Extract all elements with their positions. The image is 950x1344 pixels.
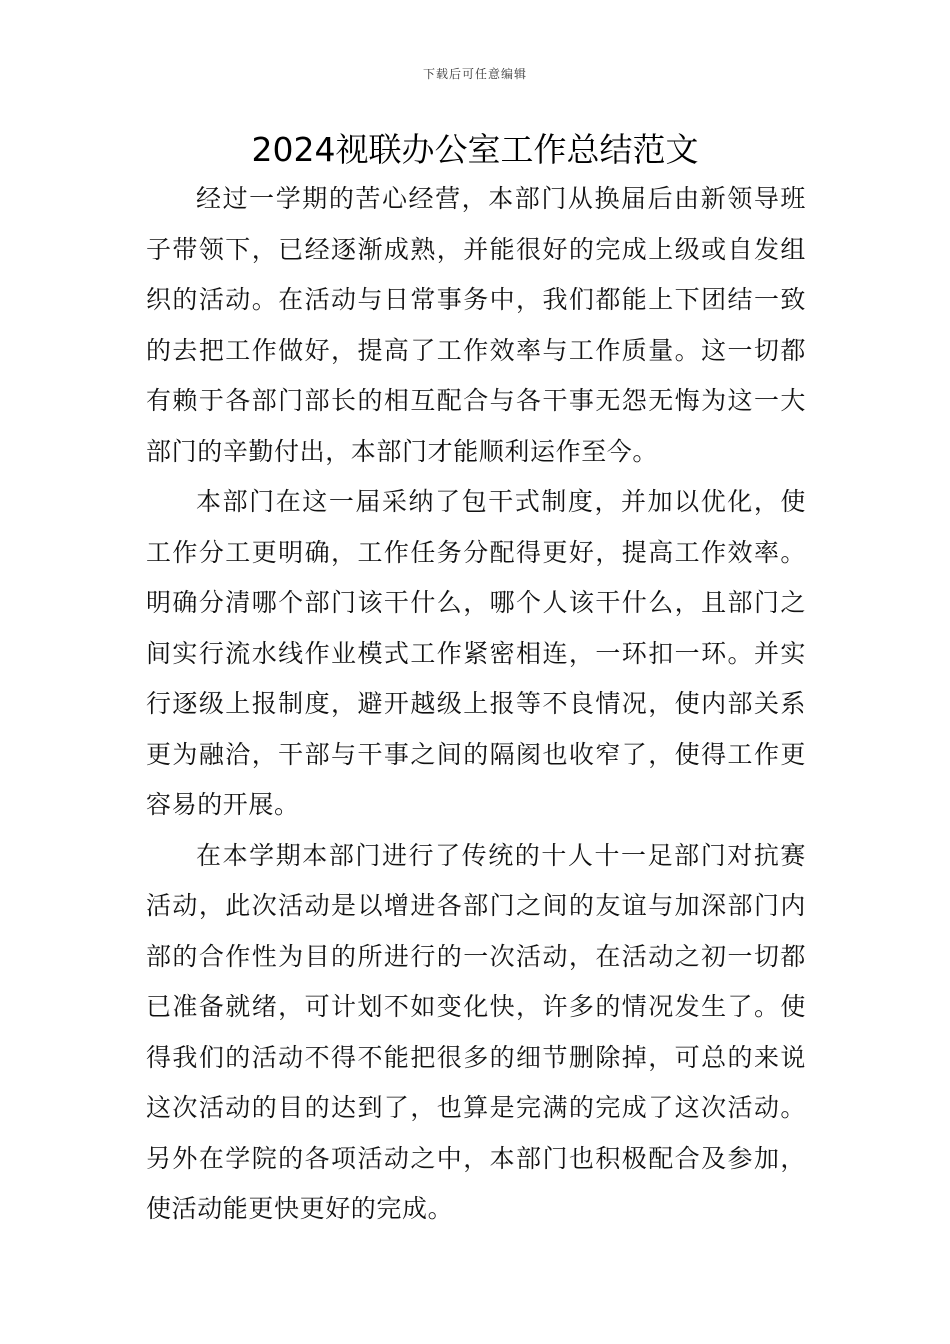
- paragraph-1: 经过一学期的苦心经营，本部门从换届后由新领导班子带领下，已经逐渐成熟，并能很好的完成上级或自发组织的活动。在活动与日常事务中，我们都能上下团结一致的去把工作做好，提高了工作效率与工作质量。这一切都有赖于各部门部长的相互配合与各干事无怨无悔为这一大部门的辛勤付出，本部门才能顺利运作至今。: [146, 184, 806, 466]
- page-header-note: 下载后可任意编辑: [422, 67, 527, 81]
- paragraph-3: 在本学期本部门进行了传统的十人十一足部门对抗赛活动，此次活动是以增进各部门之间的友谊与加深部门内部的合作性为目的所进行的一次活动，在活动之初一切都已准备就绪，可计划不如变化快，许多的情况发生了。使得我们的活动不得不能把很多的细节删除掉，可总的来说这次活动的目的达到了，也算是完满的完成了这次活动。另外在学院的各项活动之中，本部门也积极配合及参加，使活动能更快更好的完成。: [146, 840, 806, 1223]
- document-body: [146, 174, 806, 1235]
- paragraph-2: 本部门在这一届采纳了包干式制度，并加以优化，使工作分工更明确，工作任务分配得更好，提高工作效率。明确分清哪个部门该干什么，哪个人该干什么，且部门之间实行流水线作业模式工作紧密相连，一环扣一环。并实行逐级上报制度，避开越级上报等不良情况，使内部关系更为融洽，干部与干事之间的隔阂也收窄了，使得工作更容易的开展。: [146, 487, 806, 819]
- document-title: 2024视联办公室工作总结范文: [251, 130, 699, 169]
